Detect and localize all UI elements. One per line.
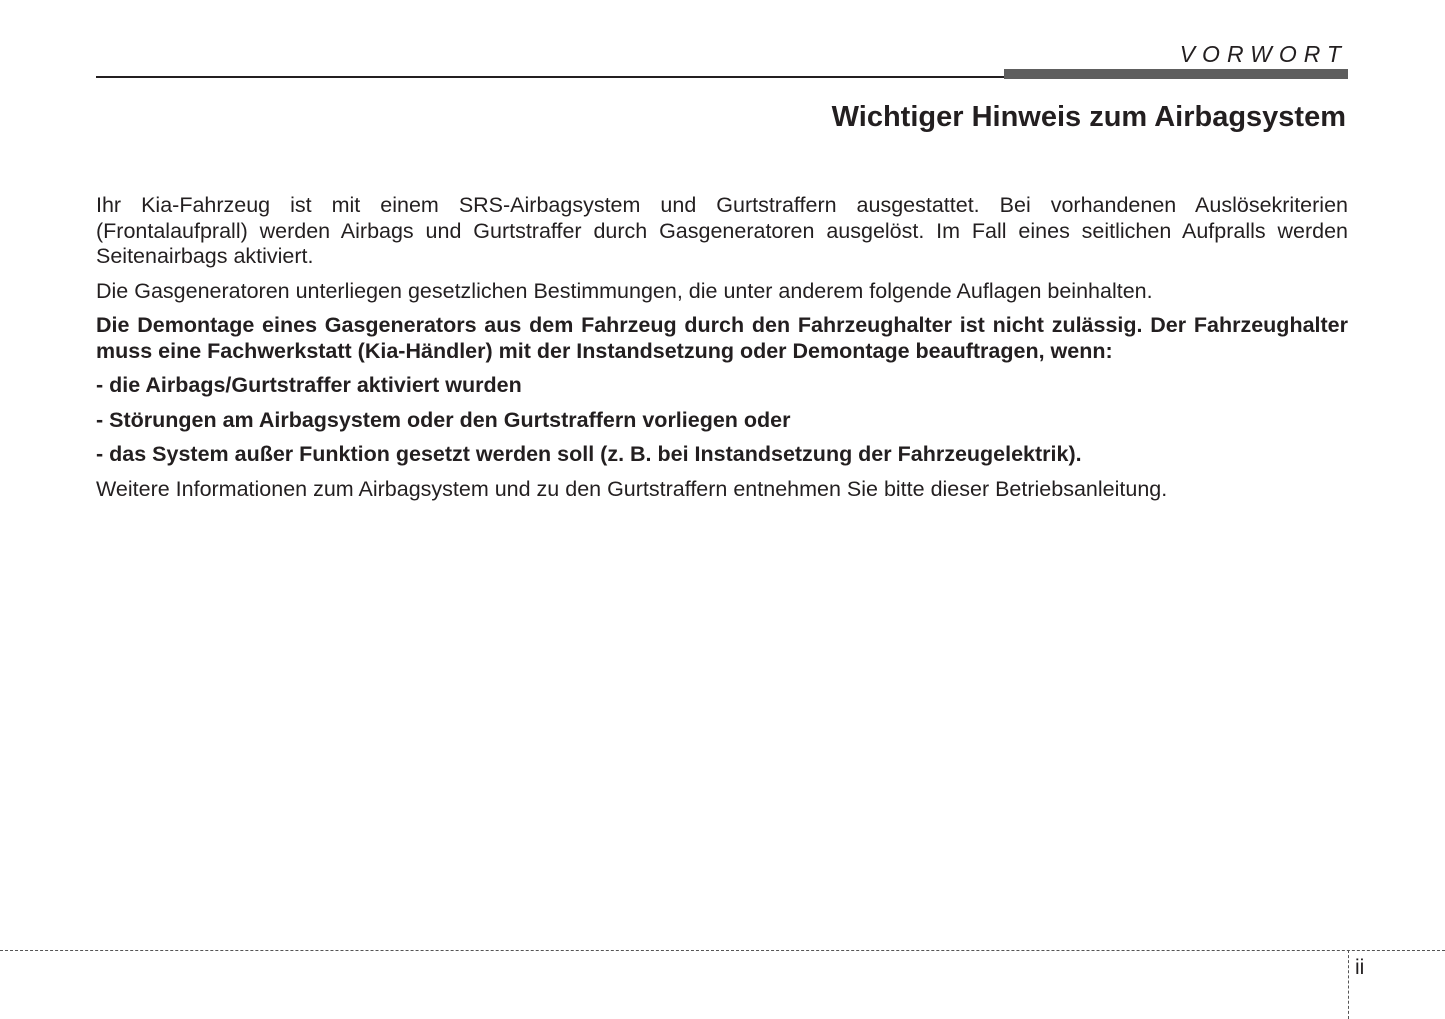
list-item: - Störungen am Airbagsystem oder den Gurtstraffern vorliegen oder bbox=[96, 407, 791, 432]
intro-paragraph: Ihr Kia-Fahrzeug ist mit einem SRS-Airbagsystem und Gurtstraffern ausgestattet. Bei vorhandenen Auslösekriterien (Frontalaufprall) werden Airbags und Gurtstraffer durch Gasgeneratoren ausgelöst. Im Fall eines seitlichen Aufpralls werden Seitenairbags aktiviert. bbox=[96, 193, 1348, 268]
regulations-paragraph: Die Gasgeneratoren unterliegen gesetzlichen Bestimmungen, die unter anderem folgende Auflagen beinhalten. bbox=[96, 278, 1153, 303]
body-text bbox=[96, 193, 1348, 511]
warning-paragraph: Die Demontage eines Gasgenerators aus dem Fahrzeug durch den Fahrzeughalter ist nicht zulässig. Der Fahrzeughalter muss eine Fachwerkstatt (Kia-Händler) mit der Instandsetzung oder Demontage beauftragen, wenn: bbox=[96, 313, 1348, 363]
footer-vertical-divider bbox=[1348, 950, 1349, 1019]
list-item: - die Airbags/Gurtstraffer aktiviert wurden bbox=[96, 373, 522, 397]
section-label: VORWORT bbox=[1179, 41, 1348, 67]
header-rule-thick bbox=[1004, 69, 1348, 79]
page-title: Wichtiger Hinweis zum Airbagsystem bbox=[831, 101, 1346, 133]
closing-paragraph: Weitere Informationen zum Airbagsystem und zu den Gurtstraffern entnehmen Sie bitte dieser Betriebsanleitung. bbox=[96, 476, 1168, 501]
footer-divider bbox=[0, 950, 1445, 951]
header-rule-thin bbox=[96, 76, 1006, 78]
page-number: ii bbox=[1355, 956, 1365, 979]
list-item: - das System außer Funktion gesetzt werden soll (z. B. bei Instandsetzung der Fahrzeugelektrik). bbox=[96, 442, 1082, 466]
